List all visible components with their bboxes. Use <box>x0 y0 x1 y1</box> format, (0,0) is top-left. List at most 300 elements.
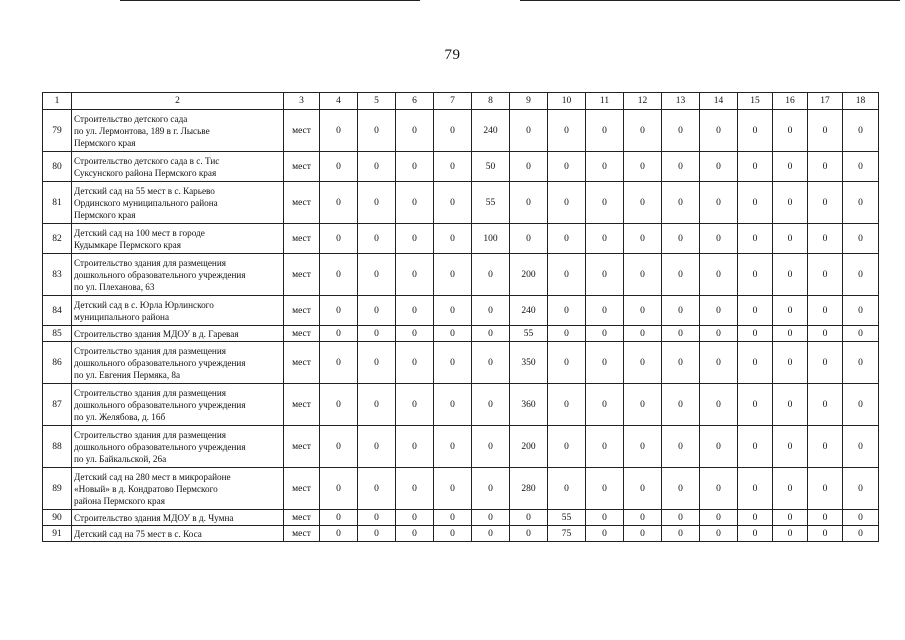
unit-cell: мест <box>284 182 320 224</box>
object-name-line: Строительство здания для размещения <box>74 345 226 356</box>
object-name <box>72 326 284 342</box>
value-cell-col-10: 0 <box>548 152 586 182</box>
value-cell-col-4: 0 <box>320 342 358 384</box>
value-cell-col-15: 0 <box>738 468 773 510</box>
column-header-10: 10 <box>548 93 586 110</box>
object-name-line: Детский сад на 55 мест в с. Карьево <box>74 185 215 196</box>
value-cell-col-8: 50 <box>472 152 510 182</box>
value-cell-col-4: 0 <box>320 426 358 468</box>
row-number: 86 <box>43 342 72 384</box>
value-cell-col-11: 0 <box>586 342 624 384</box>
value-cell-col-13: 0 <box>662 510 700 526</box>
value-cell-col-8: 100 <box>472 224 510 254</box>
value-cell-col-9: 280 <box>510 468 548 510</box>
value-cell-col-15: 0 <box>738 152 773 182</box>
object-name-line: по ул. Желябова, д. 16б <box>74 411 166 422</box>
value-cell-col-14: 0 <box>700 342 738 384</box>
object-name-line: Детский сад на 100 мест в городе <box>74 227 205 238</box>
unit-cell: мест <box>284 224 320 254</box>
value-cell-col-5: 0 <box>358 426 396 468</box>
value-cell-col-4: 0 <box>320 526 358 542</box>
value-cell-col-5: 0 <box>358 526 396 542</box>
value-cell-col-10: 0 <box>548 110 586 152</box>
value-cell-col-13: 0 <box>662 326 700 342</box>
value-cell-col-17: 0 <box>808 326 843 342</box>
row-number: 90 <box>43 510 72 526</box>
value-cell-col-12: 0 <box>624 426 662 468</box>
object-name-line: Пермского края <box>74 209 136 220</box>
value-cell-col-5: 0 <box>358 326 396 342</box>
table-body <box>43 110 879 542</box>
value-cell-col-11: 0 <box>586 426 624 468</box>
object-name <box>72 152 284 182</box>
unit-cell: мест <box>284 384 320 426</box>
value-cell-col-5: 0 <box>358 384 396 426</box>
value-cell-col-16: 0 <box>773 342 808 384</box>
value-cell-col-7: 0 <box>434 468 472 510</box>
value-cell-col-5: 0 <box>358 254 396 296</box>
value-cell-col-18: 0 <box>843 384 879 426</box>
object-name-line: района Пермского края <box>74 495 165 506</box>
value-cell-col-12: 0 <box>624 254 662 296</box>
object-name-line: Строительство здания МДОУ в д. Гаревая <box>74 328 239 339</box>
object-name-line: Детский сад в с. Юрла Юрлинского <box>74 299 214 310</box>
value-cell-col-12: 0 <box>624 526 662 542</box>
object-name <box>72 342 284 384</box>
value-cell-col-6: 0 <box>396 110 434 152</box>
value-cell-col-16: 0 <box>773 254 808 296</box>
value-cell-col-8: 0 <box>472 296 510 326</box>
value-cell-col-16: 0 <box>773 468 808 510</box>
value-cell-col-18: 0 <box>843 296 879 326</box>
column-header-16: 16 <box>773 93 808 110</box>
object-name-line: муниципального района <box>74 311 170 322</box>
object-name-line: по ул. Евгения Пермяка, 8а <box>74 369 181 380</box>
value-cell-col-10: 0 <box>548 224 586 254</box>
unit-cell: мест <box>284 468 320 510</box>
table-row <box>43 182 879 224</box>
value-cell-col-9: 0 <box>510 110 548 152</box>
value-cell-col-8: 0 <box>472 254 510 296</box>
value-cell-col-6: 0 <box>396 426 434 468</box>
value-cell-col-4: 0 <box>320 182 358 224</box>
value-cell-col-16: 0 <box>773 426 808 468</box>
value-cell-col-13: 0 <box>662 110 700 152</box>
value-cell-col-7: 0 <box>434 526 472 542</box>
value-cell-col-12: 0 <box>624 110 662 152</box>
value-cell-col-10: 0 <box>548 182 586 224</box>
value-cell-col-13: 0 <box>662 182 700 224</box>
value-cell-col-16: 0 <box>773 182 808 224</box>
unit-cell: мест <box>284 342 320 384</box>
object-name <box>72 384 284 426</box>
value-cell-col-9: 360 <box>510 384 548 426</box>
value-cell-col-6: 0 <box>396 254 434 296</box>
value-cell-col-16: 0 <box>773 152 808 182</box>
value-cell-col-7: 0 <box>434 224 472 254</box>
value-cell-col-16: 0 <box>773 510 808 526</box>
column-header-8: 8 <box>472 93 510 110</box>
row-number: 79 <box>43 110 72 152</box>
value-cell-col-13: 0 <box>662 296 700 326</box>
object-name-line: Ординского муниципального района <box>74 197 218 208</box>
value-cell-col-7: 0 <box>434 254 472 296</box>
object-name-line: Суксунского района Пермского края <box>74 167 217 178</box>
object-name-line: по ул. Плеханова, 63 <box>74 281 155 292</box>
value-cell-col-10: 0 <box>548 468 586 510</box>
value-cell-col-14: 0 <box>700 182 738 224</box>
value-cell-col-18: 0 <box>843 182 879 224</box>
value-cell-col-12: 0 <box>624 224 662 254</box>
value-cell-col-17: 0 <box>808 426 843 468</box>
value-cell-col-14: 0 <box>700 326 738 342</box>
value-cell-col-9: 200 <box>510 426 548 468</box>
unit-cell: мест <box>284 254 320 296</box>
value-cell-col-16: 0 <box>773 384 808 426</box>
value-cell-col-5: 0 <box>358 468 396 510</box>
value-cell-col-6: 0 <box>396 342 434 384</box>
value-cell-col-5: 0 <box>358 182 396 224</box>
value-cell-col-16: 0 <box>773 326 808 342</box>
object-name <box>72 468 284 510</box>
value-cell-col-9: 0 <box>510 182 548 224</box>
value-cell-col-14: 0 <box>700 510 738 526</box>
value-cell-col-18: 0 <box>843 510 879 526</box>
value-cell-col-15: 0 <box>738 326 773 342</box>
value-cell-col-15: 0 <box>738 526 773 542</box>
object-name <box>72 182 284 224</box>
value-cell-col-7: 0 <box>434 510 472 526</box>
top-border-line-right <box>520 0 900 1</box>
row-number: 82 <box>43 224 72 254</box>
data-table <box>42 92 879 542</box>
value-cell-col-7: 0 <box>434 182 472 224</box>
value-cell-col-8: 240 <box>472 110 510 152</box>
value-cell-col-11: 0 <box>586 296 624 326</box>
value-cell-col-4: 0 <box>320 254 358 296</box>
value-cell-col-8: 0 <box>472 510 510 526</box>
unit-cell: мест <box>284 296 320 326</box>
object-name-line: Строительство здания для размещения <box>74 257 226 268</box>
value-cell-col-14: 0 <box>700 426 738 468</box>
object-name <box>72 224 284 254</box>
object-name <box>72 526 284 542</box>
value-cell-col-11: 0 <box>586 526 624 542</box>
value-cell-col-9: 0 <box>510 152 548 182</box>
value-cell-col-12: 0 <box>624 510 662 526</box>
value-cell-col-4: 0 <box>320 296 358 326</box>
value-cell-col-9: 200 <box>510 254 548 296</box>
value-cell-col-12: 0 <box>624 326 662 342</box>
value-cell-col-11: 0 <box>586 326 624 342</box>
table-row <box>43 296 879 326</box>
value-cell-col-5: 0 <box>358 152 396 182</box>
object-name-line: Строительство детского сада <box>74 113 188 124</box>
value-cell-col-15: 0 <box>738 296 773 326</box>
value-cell-col-14: 0 <box>700 296 738 326</box>
value-cell-col-15: 0 <box>738 510 773 526</box>
value-cell-col-14: 0 <box>700 254 738 296</box>
object-name <box>72 426 284 468</box>
top-border-line-left <box>120 0 420 1</box>
column-header-2: 2 <box>72 93 284 110</box>
table-row <box>43 110 879 152</box>
value-cell-col-4: 0 <box>320 510 358 526</box>
value-cell-col-17: 0 <box>808 510 843 526</box>
table-row <box>43 224 879 254</box>
object-name-line: Строительство детского сада в с. Тис <box>74 155 220 166</box>
value-cell-col-12: 0 <box>624 296 662 326</box>
object-name-line: по ул. Лермонтова, 189 в г. Лысьве <box>74 125 210 136</box>
value-cell-col-12: 0 <box>624 384 662 426</box>
object-name-line: дошкольного образовательного учреждения <box>74 357 246 368</box>
value-cell-col-4: 0 <box>320 224 358 254</box>
value-cell-col-8: 0 <box>472 342 510 384</box>
column-header-5: 5 <box>358 93 396 110</box>
object-name-line: Детский сад на 280 мест в микрорайоне <box>74 471 231 482</box>
value-cell-col-15: 0 <box>738 426 773 468</box>
column-header-1: 1 <box>43 93 72 110</box>
value-cell-col-17: 0 <box>808 110 843 152</box>
value-cell-col-17: 0 <box>808 468 843 510</box>
value-cell-col-16: 0 <box>773 526 808 542</box>
page-number: 79 <box>444 47 461 63</box>
object-name <box>72 296 284 326</box>
object-name-line: Детский сад на 75 мест в с. Коса <box>74 528 202 539</box>
value-cell-col-8: 0 <box>472 326 510 342</box>
value-cell-col-5: 0 <box>358 110 396 152</box>
value-cell-col-7: 0 <box>434 426 472 468</box>
value-cell-col-10: 0 <box>548 326 586 342</box>
value-cell-col-17: 0 <box>808 526 843 542</box>
column-header-7: 7 <box>434 93 472 110</box>
value-cell-col-6: 0 <box>396 384 434 426</box>
value-cell-col-8: 0 <box>472 384 510 426</box>
table-row <box>43 510 879 526</box>
value-cell-col-13: 0 <box>662 224 700 254</box>
object-name-line: дошкольного образовательного учреждения <box>74 441 246 452</box>
row-number: 91 <box>43 526 72 542</box>
value-cell-col-13: 0 <box>662 384 700 426</box>
value-cell-col-10: 0 <box>548 296 586 326</box>
value-cell-col-4: 0 <box>320 326 358 342</box>
column-header-9: 9 <box>510 93 548 110</box>
row-number: 87 <box>43 384 72 426</box>
value-cell-col-17: 0 <box>808 224 843 254</box>
object-name-line: Строительство здания для размещения <box>74 429 226 440</box>
value-cell-col-7: 0 <box>434 326 472 342</box>
value-cell-col-9: 0 <box>510 526 548 542</box>
unit-cell: мест <box>284 510 320 526</box>
object-name <box>72 254 284 296</box>
value-cell-col-10: 0 <box>548 384 586 426</box>
value-cell-col-11: 0 <box>586 468 624 510</box>
value-cell-col-10: 0 <box>548 426 586 468</box>
value-cell-col-10: 55 <box>548 510 586 526</box>
value-cell-col-5: 0 <box>358 296 396 326</box>
value-cell-col-17: 0 <box>808 296 843 326</box>
value-cell-col-6: 0 <box>396 224 434 254</box>
table-row <box>43 384 879 426</box>
value-cell-col-9: 0 <box>510 224 548 254</box>
object-name-line: дошкольного образовательного учреждения <box>74 269 246 280</box>
table-row <box>43 342 879 384</box>
value-cell-col-7: 0 <box>434 296 472 326</box>
value-cell-col-13: 0 <box>662 426 700 468</box>
value-cell-col-11: 0 <box>586 182 624 224</box>
column-header-12: 12 <box>624 93 662 110</box>
value-cell-col-4: 0 <box>320 152 358 182</box>
table-row <box>43 254 879 296</box>
value-cell-col-7: 0 <box>434 152 472 182</box>
value-cell-col-11: 0 <box>586 152 624 182</box>
value-cell-col-17: 0 <box>808 254 843 296</box>
table-row <box>43 326 879 342</box>
value-cell-col-11: 0 <box>586 384 624 426</box>
value-cell-col-12: 0 <box>624 342 662 384</box>
value-cell-col-18: 0 <box>843 254 879 296</box>
value-cell-col-9: 350 <box>510 342 548 384</box>
value-cell-col-5: 0 <box>358 510 396 526</box>
value-cell-col-12: 0 <box>624 468 662 510</box>
value-cell-col-6: 0 <box>396 510 434 526</box>
value-cell-col-15: 0 <box>738 342 773 384</box>
value-cell-col-6: 0 <box>396 526 434 542</box>
unit-cell: мест <box>284 526 320 542</box>
value-cell-col-12: 0 <box>624 182 662 224</box>
value-cell-col-15: 0 <box>738 110 773 152</box>
row-number: 89 <box>43 468 72 510</box>
table-row <box>43 426 879 468</box>
value-cell-col-4: 0 <box>320 110 358 152</box>
object-name <box>72 110 284 152</box>
value-cell-col-14: 0 <box>700 152 738 182</box>
value-cell-col-13: 0 <box>662 254 700 296</box>
value-cell-col-6: 0 <box>396 152 434 182</box>
column-header-15: 15 <box>738 93 773 110</box>
value-cell-col-13: 0 <box>662 526 700 542</box>
value-cell-col-5: 0 <box>358 224 396 254</box>
value-cell-col-17: 0 <box>808 182 843 224</box>
unit-cell: мест <box>284 110 320 152</box>
table-row <box>43 152 879 182</box>
object-name <box>72 510 284 526</box>
column-header-6: 6 <box>396 93 434 110</box>
value-cell-col-14: 0 <box>700 468 738 510</box>
table-row <box>43 526 879 542</box>
object-name-line: Пермского края <box>74 137 136 148</box>
value-cell-col-13: 0 <box>662 152 700 182</box>
unit-cell: мест <box>284 426 320 468</box>
value-cell-col-15: 0 <box>738 254 773 296</box>
value-cell-col-16: 0 <box>773 110 808 152</box>
object-name-line: по ул. Байкальской, 26а <box>74 453 167 464</box>
row-number: 88 <box>43 426 72 468</box>
value-cell-col-10: 0 <box>548 342 586 384</box>
value-cell-col-9: 55 <box>510 326 548 342</box>
column-header-18: 18 <box>843 93 879 110</box>
value-cell-col-18: 0 <box>843 224 879 254</box>
value-cell-col-13: 0 <box>662 342 700 384</box>
unit-cell: мест <box>284 152 320 182</box>
value-cell-col-7: 0 <box>434 384 472 426</box>
value-cell-col-15: 0 <box>738 224 773 254</box>
value-cell-col-8: 0 <box>472 426 510 468</box>
value-cell-col-6: 0 <box>396 326 434 342</box>
value-cell-col-8: 0 <box>472 468 510 510</box>
value-cell-col-18: 0 <box>843 152 879 182</box>
value-cell-col-8: 55 <box>472 182 510 224</box>
value-cell-col-6: 0 <box>396 296 434 326</box>
value-cell-col-15: 0 <box>738 384 773 426</box>
value-cell-col-10: 75 <box>548 526 586 542</box>
column-header-3: 3 <box>284 93 320 110</box>
value-cell-col-11: 0 <box>586 224 624 254</box>
value-cell-col-5: 0 <box>358 342 396 384</box>
column-header-17: 17 <box>808 93 843 110</box>
value-cell-col-14: 0 <box>700 110 738 152</box>
value-cell-col-11: 0 <box>586 254 624 296</box>
value-cell-col-11: 0 <box>586 110 624 152</box>
unit-cell: мест <box>284 326 320 342</box>
object-name-line: Строительство здания для размещения <box>74 387 226 398</box>
object-name-line: Строительство здания МДОУ в д. Чумна <box>74 512 234 523</box>
value-cell-col-13: 0 <box>662 468 700 510</box>
row-number: 81 <box>43 182 72 224</box>
value-cell-col-7: 0 <box>434 342 472 384</box>
header-row <box>43 93 879 110</box>
value-cell-col-9: 0 <box>510 510 548 526</box>
row-number: 83 <box>43 254 72 296</box>
column-header-13: 13 <box>662 93 700 110</box>
value-cell-col-18: 0 <box>843 342 879 384</box>
value-cell-col-8: 0 <box>472 526 510 542</box>
table-row <box>43 468 879 510</box>
value-cell-col-15: 0 <box>738 182 773 224</box>
row-number: 84 <box>43 296 72 326</box>
row-number: 85 <box>43 326 72 342</box>
value-cell-col-18: 0 <box>843 468 879 510</box>
value-cell-col-18: 0 <box>843 110 879 152</box>
value-cell-col-18: 0 <box>843 326 879 342</box>
object-name-line: «Новый» в д. Кондратово Пермского <box>74 483 218 494</box>
value-cell-col-4: 0 <box>320 384 358 426</box>
row-number: 80 <box>43 152 72 182</box>
value-cell-col-11: 0 <box>586 510 624 526</box>
value-cell-col-10: 0 <box>548 254 586 296</box>
value-cell-col-17: 0 <box>808 342 843 384</box>
value-cell-col-12: 0 <box>624 152 662 182</box>
value-cell-col-18: 0 <box>843 526 879 542</box>
value-cell-col-6: 0 <box>396 182 434 224</box>
value-cell-col-17: 0 <box>808 152 843 182</box>
object-name-line: дошкольного образовательного учреждения <box>74 399 246 410</box>
value-cell-col-7: 0 <box>434 110 472 152</box>
column-header-14: 14 <box>700 93 738 110</box>
column-header-11: 11 <box>586 93 624 110</box>
value-cell-col-16: 0 <box>773 224 808 254</box>
value-cell-col-4: 0 <box>320 468 358 510</box>
value-cell-col-16: 0 <box>773 296 808 326</box>
value-cell-col-18: 0 <box>843 426 879 468</box>
value-cell-col-14: 0 <box>700 384 738 426</box>
value-cell-col-14: 0 <box>700 526 738 542</box>
object-name-line: Кудымкаре Пермского края <box>74 239 181 250</box>
value-cell-col-17: 0 <box>808 384 843 426</box>
column-header-4: 4 <box>320 93 358 110</box>
value-cell-col-9: 240 <box>510 296 548 326</box>
value-cell-col-14: 0 <box>700 224 738 254</box>
